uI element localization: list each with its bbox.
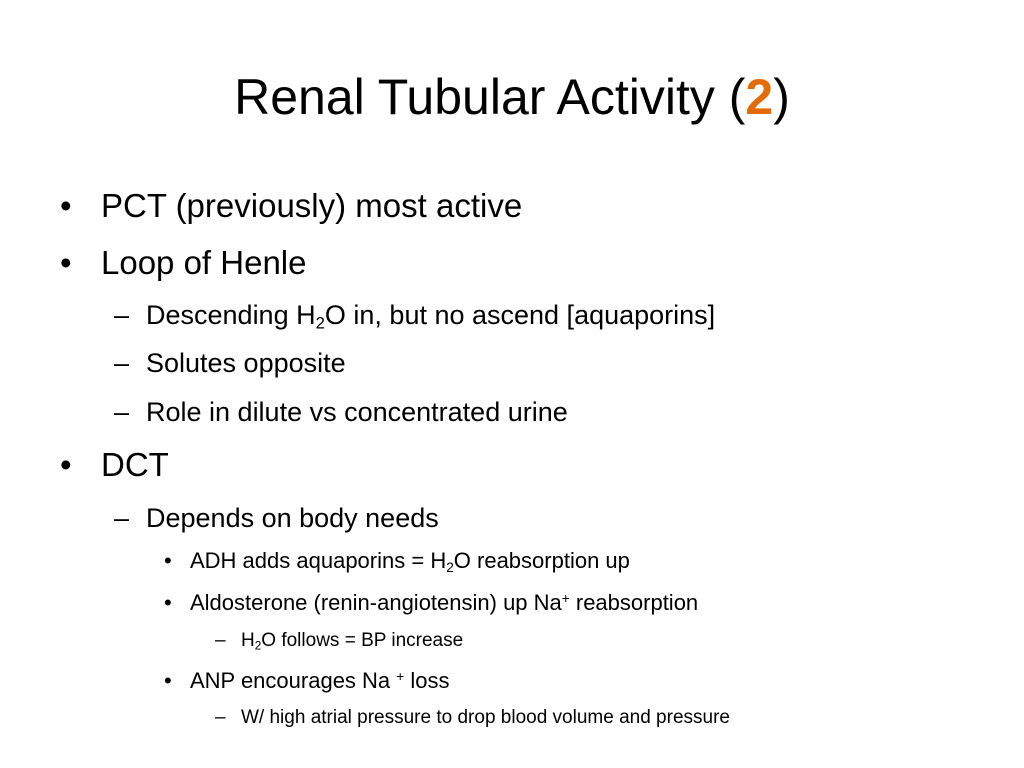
descending-subscript: 2 bbox=[315, 313, 325, 333]
h2o-follows-text-end: O follows = BP increase bbox=[261, 630, 464, 651]
adh-text: ADH adds aquaporins = H bbox=[190, 548, 447, 573]
bullet-dot: • bbox=[60, 446, 72, 483]
bullet-dot: • bbox=[164, 548, 172, 573]
bullet-solutes: Solutes opposite bbox=[146, 348, 346, 378]
aldosterone-superscript: + bbox=[561, 591, 570, 607]
bullet-high-atrial: W/ high atrial pressure to drop blood volume and pressure bbox=[241, 707, 730, 728]
bullet-dot: • bbox=[60, 244, 72, 281]
descending-text: Descending H bbox=[146, 300, 316, 330]
bullet-dct: DCT bbox=[101, 446, 169, 483]
adh-text-end: O reabsorption up bbox=[453, 548, 630, 573]
bullet-dot: • bbox=[164, 590, 172, 615]
anp-text-end: loss bbox=[404, 668, 450, 693]
dash-bullet: – bbox=[215, 707, 226, 728]
title-number: 2 bbox=[745, 69, 774, 125]
bullet-dot: • bbox=[164, 668, 172, 693]
h2o-follows-text: H bbox=[241, 630, 255, 651]
dash-bullet: – bbox=[114, 503, 130, 533]
bullet-h2o-follows bbox=[241, 629, 463, 653]
dash-bullet: – bbox=[215, 630, 226, 651]
dash-bullet: – bbox=[114, 348, 130, 378]
bullet-role: Role in dilute vs concentrated urine bbox=[146, 397, 568, 427]
bullet-pct: PCT (previously) most active bbox=[101, 187, 523, 224]
bullet-adh bbox=[190, 547, 630, 575]
aldosterone-text-end: reabsorption bbox=[569, 590, 699, 615]
descending-text-end: O in, but no ascend [aquaporins] bbox=[324, 300, 716, 330]
bullet-anp bbox=[190, 667, 450, 695]
title-suffix: ) bbox=[773, 69, 790, 125]
title-prefix: Renal Tubular Activity ( bbox=[234, 69, 746, 125]
anp-superscript: + bbox=[396, 669, 405, 685]
dash-bullet: – bbox=[114, 397, 130, 427]
aldosterone-text: Aldosterone (renin-angiotensin) up Na bbox=[190, 590, 562, 615]
bullet-dot: • bbox=[60, 187, 72, 224]
h2o-follows-subscript: 2 bbox=[254, 639, 262, 653]
anp-text: ANP encourages Na bbox=[190, 668, 397, 693]
dash-bullet: – bbox=[114, 300, 130, 330]
bullet-descending bbox=[146, 298, 715, 332]
bullet-loop-of-henle: Loop of Henle bbox=[101, 244, 307, 281]
adh-subscript: 2 bbox=[446, 559, 454, 575]
bullet-aldosterone bbox=[190, 589, 698, 617]
bullet-depends: Depends on body needs bbox=[146, 503, 439, 533]
slide-title bbox=[0, 62, 1024, 132]
